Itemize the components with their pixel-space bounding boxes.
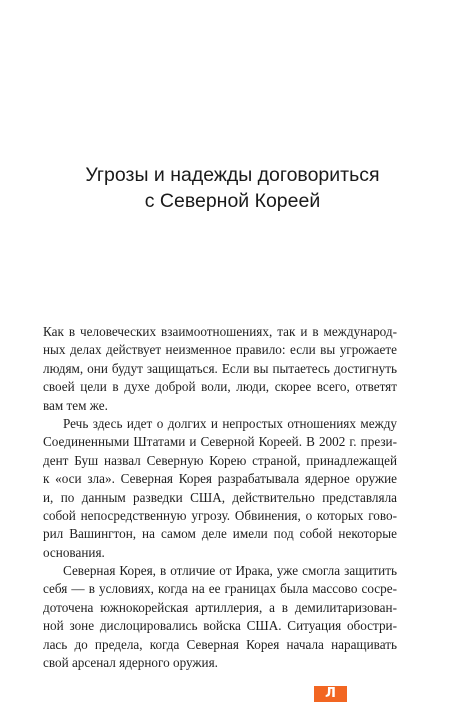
chapter-title-line-1: Угрозы и надежды договориться (85, 164, 380, 187)
text-line: лась до предела, когда Северная Корея начала наращивать (43, 636, 397, 652)
paragraph-1 (43, 323, 397, 415)
text-line: ной зоне дислоцировались войска США. Ситуация обостри- (43, 618, 397, 634)
text-line: Как в человеческих взаимоотношениях, так и в международ- (43, 324, 397, 339)
text-line: людям, они будут защищаться. Если вы пытаетесь достигнуть (43, 360, 397, 376)
chapter-title-line-2: с Северной Кореей (144, 190, 321, 213)
text-line: Соединенными Штатами и Северной Кореей. В 2002 г. прези- (43, 434, 397, 450)
text-line: дент Буш назвал Северную Корею страной, принадлежащей (43, 452, 397, 468)
text-line: Северная Корея, в отличие от Ирака, уже смогла защитить (63, 563, 397, 579)
text-line: доточена южнокорейская артиллерия, а в демилитаризован- (43, 599, 397, 615)
text-line: и, по данным разведки США, действительно представляла (43, 489, 397, 505)
paragraph-2 (43, 415, 397, 562)
text-line: ных делах действует неизменное правило: если вы угрожаете (43, 342, 397, 358)
text-line: своей цели в духе доброй воли, люди, скорее всего, ответят (43, 379, 397, 395)
publisher-logo-letter: Л (325, 686, 336, 701)
text-line: рил Вашингтон, на самом деле имели под собой некоторые (43, 526, 397, 542)
text-line: собой непосредственную угрозу. Обвинения, о которых гово- (43, 507, 397, 523)
text-line: свой арсенал ядерного оружия. (43, 655, 218, 671)
text-line: Речь здесь идет о долгих и непростых отношениях между (63, 415, 397, 431)
text-line: себя — в условиях, когда на ее границах была массово сосре- (43, 581, 397, 597)
body-text (43, 323, 397, 672)
text-line: к «оси зла». Северная Корея разрабатывала ядерное оружие (43, 471, 397, 487)
paragraph-3 (43, 562, 397, 672)
text-line: вам тем же. (43, 397, 108, 413)
text-line: основания. (43, 544, 105, 560)
chapter-title (40, 162, 425, 214)
